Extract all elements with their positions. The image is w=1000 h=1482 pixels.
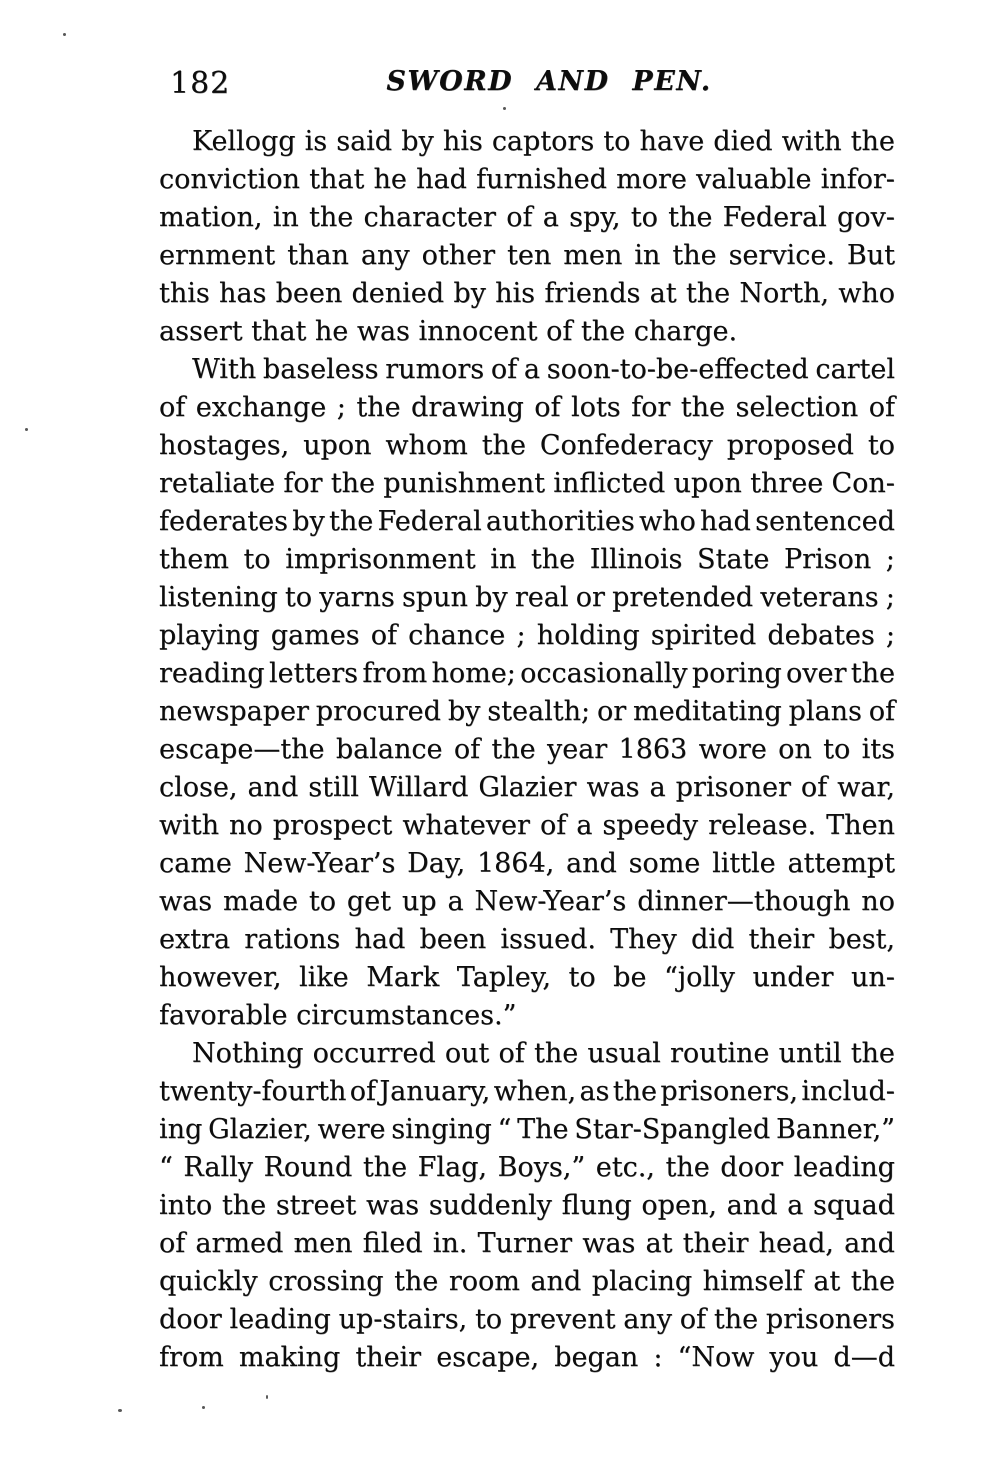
text-line: however, like Mark Tapley, to be “jolly under un-: [159, 962, 895, 993]
text-line: ernment than any other ten men in the service. But: [159, 240, 895, 271]
text-line: ing Glazier, were singing “ The Star-Spangled Banner,”: [159, 1114, 895, 1145]
text-line: with no prospect whatever of a speedy release. Then: [159, 810, 895, 841]
text-line: escape—the balance of the year 1863 wore on to its: [159, 734, 895, 765]
text-line: into the street was suddenly flung open, and a squad: [159, 1190, 895, 1221]
page-header: [159, 64, 895, 104]
text-line: newspaper procured by stealth; or meditating plans of: [159, 696, 895, 727]
text-line: Nothing occurred out of the usual routine until the: [192, 1038, 895, 1069]
text-line: them to imprisonment in the Illinois State Prison ;: [159, 544, 895, 575]
text-line: retaliate for the punishment inflicted upon three Con-: [159, 468, 895, 499]
paragraph: [159, 123, 895, 351]
text-line: twenty-fourth of January, when, as the prisoners, includ-: [159, 1076, 895, 1107]
text-line: hostages, upon whom the Confederacy proposed to: [159, 430, 895, 461]
scan-speck: [503, 107, 506, 110]
text-line: reading letters from home; occasionally poring over the: [159, 658, 895, 689]
text-line: playing games of chance ; holding spirited debates ;: [159, 620, 895, 651]
text-line: assert that he was innocent of the charge.: [159, 316, 738, 347]
scan-speck: [118, 1409, 122, 1412]
text-line: “ Rally Round the Flag, Boys,” etc., the door leading: [159, 1152, 895, 1183]
text-line: Kellogg is said by his captors to have died with the: [192, 126, 895, 157]
scan-speck: [266, 1395, 268, 1399]
paragraph: [159, 1035, 895, 1377]
text-line: was made to get up a New-Year’s dinner—though no: [159, 886, 895, 917]
text-line: quickly crossing the room and placing himself at the: [159, 1266, 895, 1297]
text-line: extra rations had been issued. They did their best,: [159, 924, 895, 955]
text-line: came New-Year’s Day, 1864, and some little attempt: [159, 848, 895, 879]
text-line: mation, in the character of a spy, to the Federal gov-: [159, 202, 895, 233]
scan-speck: [202, 1406, 205, 1409]
page-number: 182: [170, 66, 231, 101]
text-line: federates by the Federal authorities who had sentenced: [159, 506, 895, 537]
page-body: [159, 123, 895, 1377]
text-line: close, and still Willard Glazier was a prisoner of war,: [159, 772, 895, 803]
text-line: conviction that he had furnished more valuable infor-: [159, 164, 895, 195]
text-line: listening to yarns spun by real or pretended veterans ;: [159, 582, 895, 613]
text-line: of armed men filed in. Turner was at their head, and: [159, 1228, 895, 1259]
text-line: of exchange ; the drawing of lots for the selection of: [159, 392, 895, 423]
text-line: favorable circumstances.”: [159, 1000, 517, 1031]
running-title: SWORD AND PEN.: [386, 66, 712, 97]
text-line: With baseless rumors of a soon-to-be-effected cartel: [192, 354, 895, 385]
paragraph: [159, 351, 895, 1035]
text-line: this has been denied by his friends at the North, who: [159, 278, 895, 309]
scan-speck: [63, 33, 66, 36]
scan-speck: [25, 428, 28, 431]
text-line: door leading up-stairs, to prevent any of the prisoners: [159, 1304, 895, 1335]
text-line: from making their escape, began : “Now you d—d: [159, 1342, 895, 1373]
